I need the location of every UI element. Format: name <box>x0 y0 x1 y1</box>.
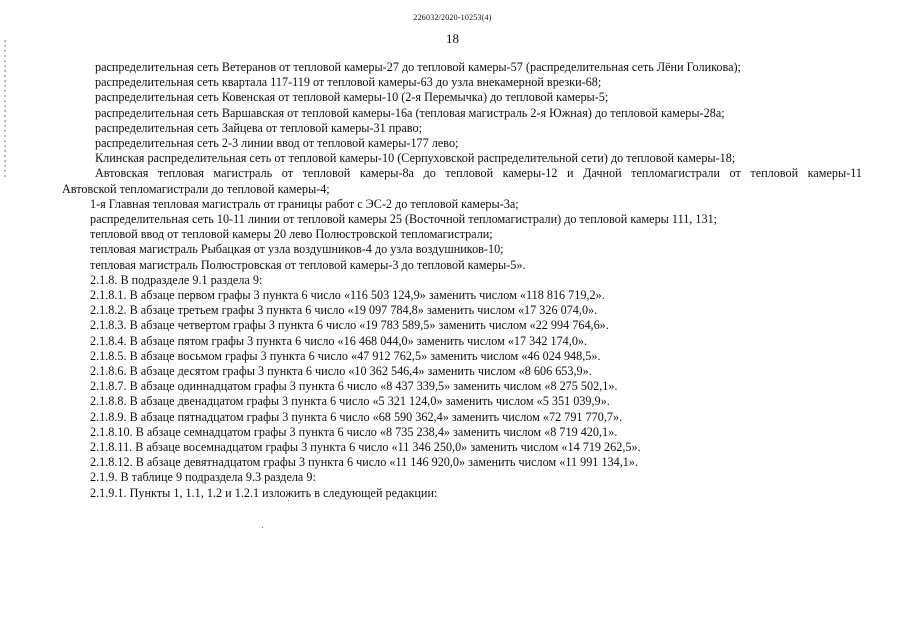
amendment-item: 2.1.8.4. В абзаце пятом графы 3 пункта 6 число «16 468 044,0» заменить числом «17 342 174,0». <box>90 333 588 348</box>
scan-speck <box>288 500 289 501</box>
text-line: Клинская распределительная сеть от тепловой камеры-10 (Серпуховской распределительной сети) до тепловой камеры-18; <box>95 151 736 166</box>
text-line: распределительная сеть 2-3 линии ввод от тепловой камеры-177 лево; <box>95 136 459 151</box>
binding-edge-mark <box>4 40 6 180</box>
text-line: распределительная сеть Ковенская от тепловой камеры-10 (2-я Перемычка) до тепловой камеры-5; <box>95 90 609 105</box>
amendment-item: 2.1.8.7. В абзаце одиннадцатом графы 3 пункта 6 число «8 437 339,5» заменить числом «8 275 502,1». <box>90 379 618 394</box>
section-heading: 2.1.8. В подразделе 9.1 раздела 9: <box>90 272 263 287</box>
text-line: тепловая магистраль Полюстровская от тепловой камеры-3 до тепловой камеры-5». <box>90 257 526 272</box>
text-line: тепловой ввод от тепловой камеры 20 лево Полюстровской тепломагистрали; <box>90 227 493 242</box>
page-number: 18 <box>446 31 459 46</box>
amendment-item: 2.1.8.6. В абзаце десятом графы 3 пункта 6 число «10 362 546,4» заменить числом «8 606 653,9». <box>90 364 592 379</box>
document-body <box>62 60 862 501</box>
text-line: распределительная сеть квартала 117-119 от тепловой камеры-63 до узла внекамерной врезки-68; <box>95 75 602 90</box>
amendment-item: 2.1.8.3. В абзаце четвертом графы 3 пункта 6 число «19 783 589,5» заменить числом «22 994 764,6». <box>90 318 609 333</box>
amendment-item: 2.1.8.9. В абзаце пятнадцатом графы 3 пункта 6 число «68 590 362,4» заменить числом «72 791 770,7». <box>90 409 623 424</box>
text-line-justified: Автовская тепловая магистраль от тепловой камеры-8а до тепловой камеры-12 и Дачной тепломагистрали от тепловой камеры-11 <box>95 166 862 181</box>
text-line: 1-я Главная тепловая магистраль от границы работ с ЭС-2 до тепловой камеры-3а; <box>90 196 519 211</box>
amendment-item: 2.1.8.12. В абзаце девятнадцатом графы 3 пункта 6 число «11 146 920,0» заменить числом «11 991 134,1». <box>90 455 639 470</box>
amendment-item: 2.1.8.11. В абзаце восемнадцатом графы 3 пункта 6 число «11 346 250,0» заменить числом «14 719 262,5». <box>90 440 641 455</box>
document-registration-code: 226032/2020-10253(4) <box>413 13 492 22</box>
amendment-item: 2.1.8.5. В абзаце восьмом графы 3 пункта 6 число «47 912 762,5» заменить числом «46 024 948,5». <box>90 348 601 363</box>
amendment-item: 2.1.8.10. В абзаце семнадцатом графы 3 пункта 6 число «8 735 238,4» заменить числом «8 719 420,1». <box>90 424 618 439</box>
text-line-continuation: Автовской тепломагистрали до тепловой камеры-4; <box>62 181 330 196</box>
text-line: распределительная сеть Ветеранов от тепловой камеры-27 до тепловой камеры-57 (распределительная сеть Лёни Голикова); <box>95 60 741 74</box>
amendment-item: 2.1.8.8. В абзаце двенадцатом графы 3 пункта 6 число «5 321 124,0» заменить числом «5 351 039,9». <box>90 394 610 409</box>
text-line: распределительная сеть 10-11 линии от тепловой камеры 25 (Восточной тепломагистрали) до тепловой камеры 111, 131; <box>90 212 718 227</box>
text-line: тепловая магистраль Рыбацкая от узла воздушников-4 до узла воздушников-10; <box>90 242 504 257</box>
section-heading: 2.1.9. В таблице 9 подраздела 9.3 раздела 9: <box>90 470 316 485</box>
text-line: распределительная сеть Зайцева от тепловой камеры-31 право; <box>95 120 422 135</box>
scan-speck <box>262 527 263 528</box>
amendment-item: 2.1.8.1. В абзаце первом графы 3 пункта 6 число «116 503 124,9» заменить числом «118 816 719,2». <box>90 288 605 303</box>
amendment-item: 2.1.9.1. Пункты 1, 1.1, 1.2 и 1.2.1 изложить в следующей редакции: <box>90 485 438 500</box>
amendment-item: 2.1.8.2. В абзаце третьем графы 3 пункта 6 число «19 097 784,8» заменить числом «17 326 074,0». <box>90 303 598 318</box>
text-line: распределительная сеть Варшавская от тепловой камеры-16а (тепловая магистраль 2-я Южная) до тепловой камеры-28а; <box>95 105 725 120</box>
